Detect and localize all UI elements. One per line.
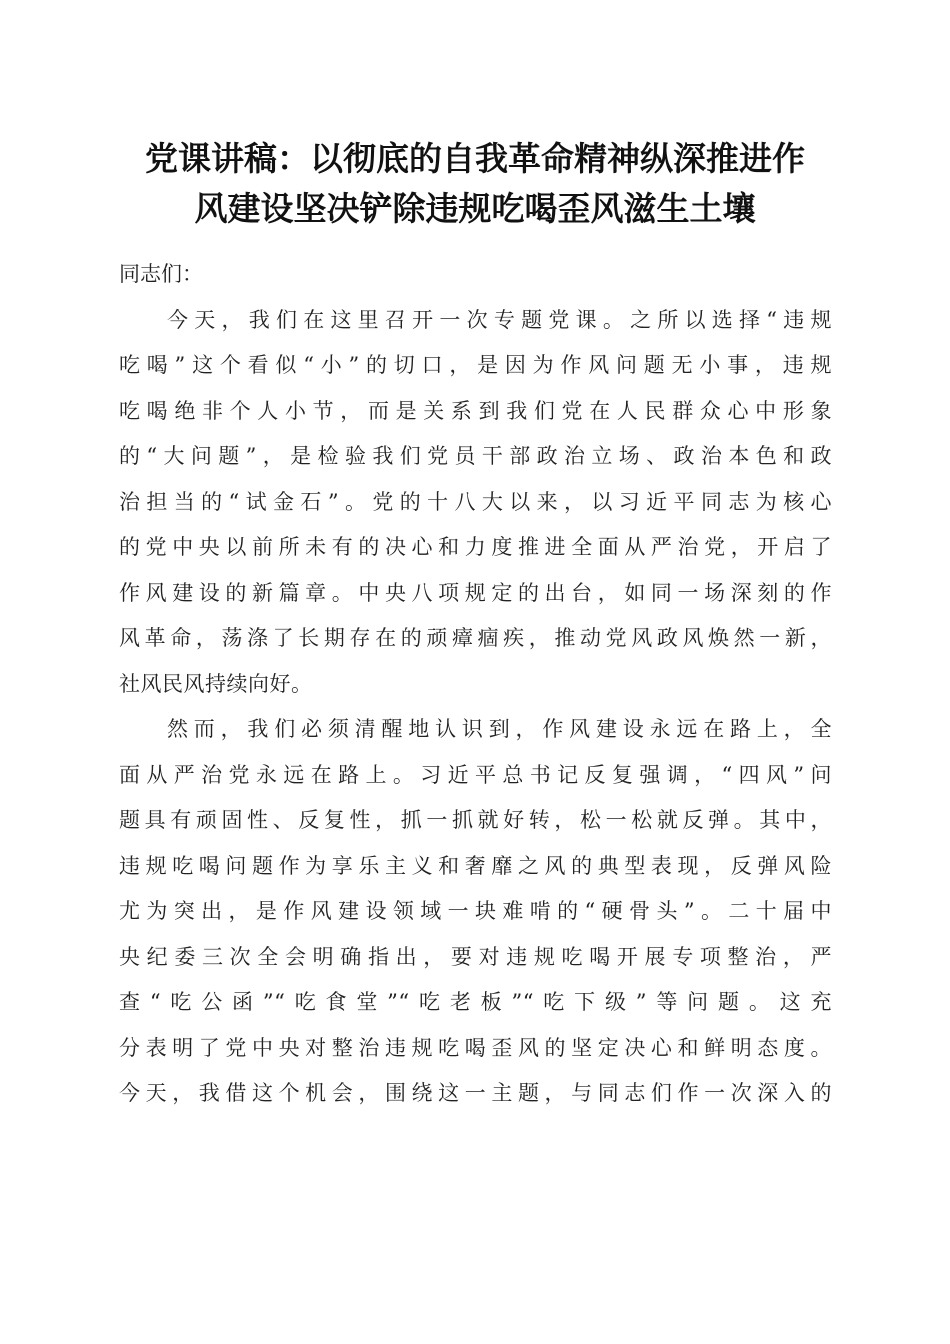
text-line: 尤为突出，是作风建设领域一块难啃的“硬骨头”。二十届中 bbox=[119, 899, 832, 923]
text-line: 治担当的“试金石”。党的十八大以来，以习近平同志为核心 bbox=[119, 489, 832, 514]
document-body bbox=[119, 252, 832, 1117]
text-line: 的党中央以前所未有的决心和力度推进全面从严治党，开启了 bbox=[119, 535, 832, 559]
text-line: 的“大问题”，是检验我们党员干部政治立场、政治本色和政 bbox=[119, 444, 832, 468]
text-line: 吃喝绝非个人小节，而是关系到我们党在人民群众心中形象 bbox=[119, 398, 832, 423]
title-line: 党课讲稿：以彻底的自我革命精神纵深推进作 bbox=[145, 139, 805, 178]
text-line: 作风建设的新篇章。中央八项规定的出台，如同一场深刻的作 bbox=[119, 580, 832, 605]
text-line: 题具有顽固性、反复性，抓一抓就好转，松一松就反弹。其中， bbox=[119, 808, 832, 832]
text-line: 然而，我们必须清醒地认识到，作风建设永远在路上，全 bbox=[167, 717, 832, 741]
text-line: 吃喝”这个看似“小”的切口，是因为作风问题无小事，违规 bbox=[119, 353, 832, 377]
text-line: 分表明了党中央对整治违规吃喝歪风的坚定决心和鲜明态度。 bbox=[119, 1035, 832, 1060]
text-line: 央纪委三次全会明确指出，要对违规吃喝开展专项整治，严 bbox=[119, 944, 832, 969]
document-title bbox=[110, 134, 840, 234]
title-line: 风建设坚决铲除违规吃喝歪风滋生土壤 bbox=[194, 189, 756, 228]
text-line: 今天，我们在这里召开一次专题党课。之所以选择“违规 bbox=[167, 307, 832, 332]
paragraph-1 bbox=[119, 298, 832, 708]
paragraph-2 bbox=[119, 707, 832, 1117]
text-line: 今天，我借这个机会，围绕这一主题，与同志们作一次深入的 bbox=[119, 1081, 832, 1105]
text-line: 违规吃喝问题作为享乐主义和奢靡之风的典型表现，反弹风险 bbox=[119, 853, 832, 878]
text-line: 面从严治党永远在路上。习近平总书记反复强调，“四风”问 bbox=[119, 762, 832, 787]
salutation: 同志们： bbox=[119, 262, 203, 286]
text-line: 社风民风持续向好。 bbox=[119, 671, 313, 696]
text-line: 查“吃公函”“吃食堂”“吃老板”“吃下级”等问题。这充 bbox=[119, 990, 832, 1014]
text-line: 风革命，荡涤了长期存在的顽瘴痼疾，推动党风政风焕然一新， bbox=[119, 626, 832, 650]
